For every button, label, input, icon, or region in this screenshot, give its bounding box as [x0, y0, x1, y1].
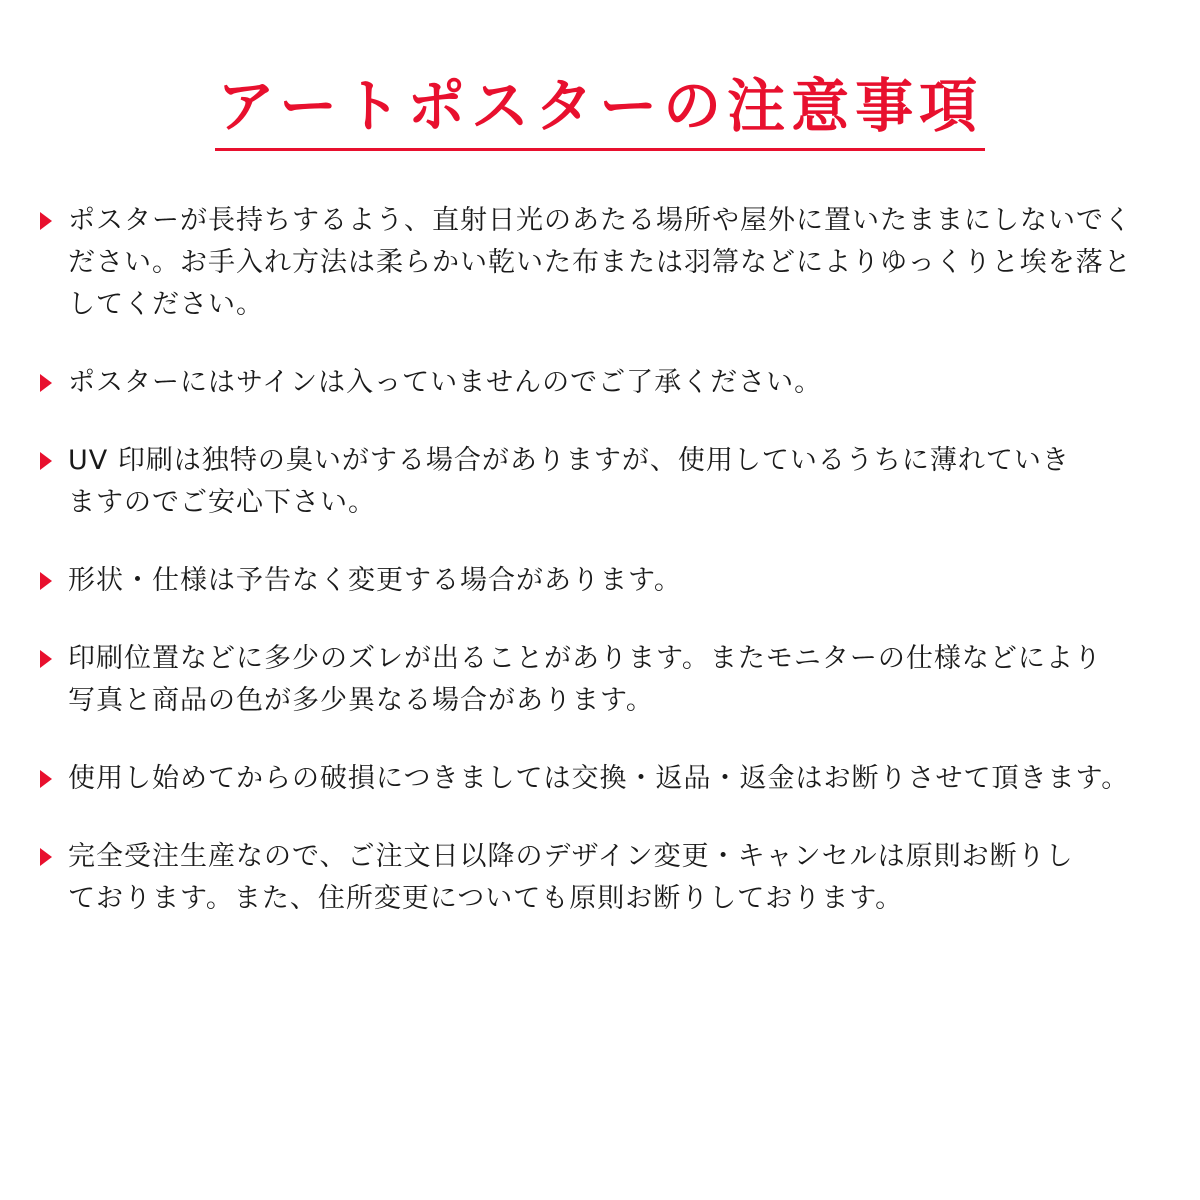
- triangle-bullet-icon: [40, 452, 52, 470]
- note-line: 印刷位置などに多少のズレが出ることがあります。またモニターの仕様などにより: [68, 643, 1102, 674]
- note-line: してください。: [68, 289, 264, 320]
- note-item-2: [40, 362, 1170, 404]
- note-line: ております。また、住所変更についても原則お断りしております。: [68, 883, 904, 914]
- notes-list: [40, 200, 1170, 956]
- note-item-5: [40, 638, 1170, 722]
- triangle-bullet-icon: [40, 650, 52, 668]
- note-line: 使用し始めてからの破損につきましては交換・返品・返金はお断りさせて頂きます。: [68, 763, 1130, 794]
- note-line: 写真と商品の色が多少異なる場合があります。: [68, 685, 654, 716]
- note-line: ますのでご安心下さい。: [68, 487, 376, 518]
- triangle-bullet-icon: [40, 374, 52, 392]
- note-item-7: [40, 836, 1170, 920]
- note-item-3: [40, 440, 1170, 524]
- triangle-bullet-icon: [40, 848, 52, 866]
- triangle-bullet-icon: [40, 770, 52, 788]
- note-line: ポスターにはサインは入っていませんのでご了承ください。: [68, 367, 823, 398]
- triangle-bullet-icon: [40, 212, 52, 230]
- note-line: 形状・仕様は予告なく変更する場合があります。: [68, 565, 682, 596]
- note-line: ださい。お手入れ方法は柔らかい乾いた布または羽箒などによりゆっくりと埃を落と: [68, 247, 1132, 278]
- note-line: 完全受注生産なので、ご注文日以降のデザイン変更・キャンセルは原則お断りし: [68, 841, 1074, 872]
- note-item-1: [40, 200, 1170, 326]
- triangle-bullet-icon: [40, 572, 52, 590]
- note-item-4: [40, 560, 1170, 602]
- page-title: アートポスターの注意事項: [215, 70, 985, 151]
- note-line: ポスターが長持ちするよう、直射日光のあたる場所や屋外に置いたままにしないでく: [68, 205, 1132, 236]
- note-line: UV 印刷は独特の臭いがする場合がありますが、使用しているうちに薄れていき: [68, 445, 1070, 476]
- note-item-6: [40, 758, 1170, 800]
- title-area: [0, 70, 1200, 151]
